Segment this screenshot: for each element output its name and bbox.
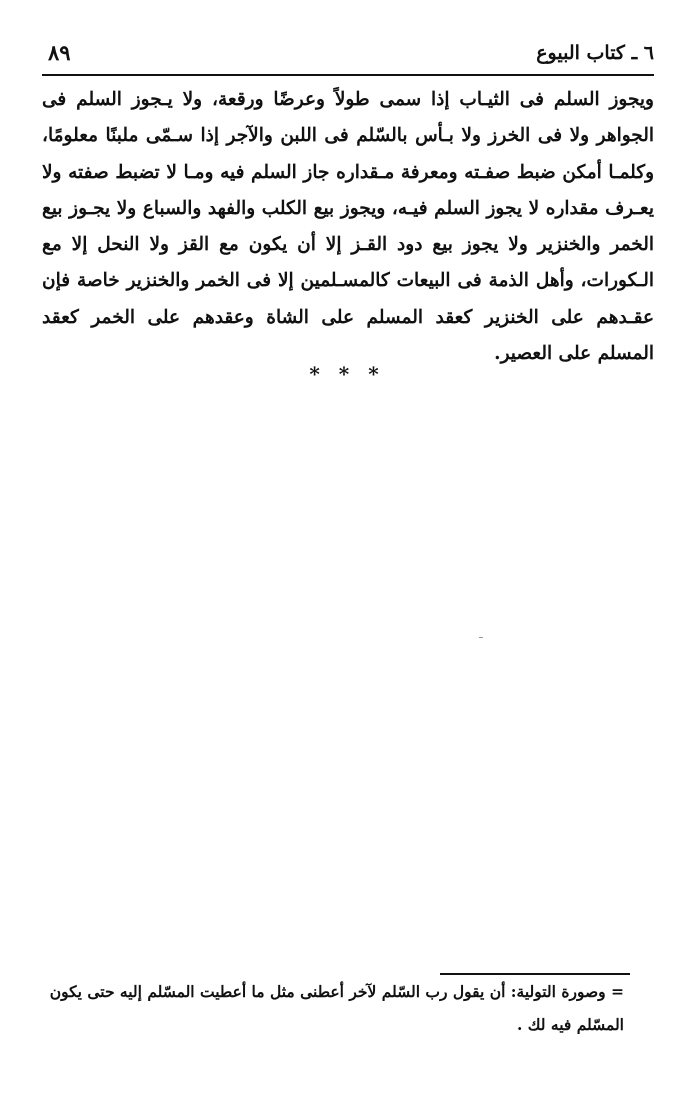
page-number: ٨٩ [48,40,71,65]
page-header [42,38,654,78]
scan-speck [479,637,483,638]
footnote: = وصورة التولية: أن يقول رب السّلم لآخر أعطنى مثل ما أعطيت المسّلم إليه حتى يكون المسّلم فيه لك . [49,982,624,1034]
section-separator: * * * [309,362,385,386]
header-rule [42,74,654,76]
body-paragraph: ويجوز السلم فى الثيـاب إذا سمى طولاً وعرضًا ورقعة، ولا يـجوز السلم فى الجواهر ولا فى الخرز ولا بـأس بالسّلم فى اللبن والآجر إذا سـمّى ملبنًا معلومًا، وكلمـا أمكن ضبط صفـته ومعرفة مـقداره جاز السلم فيه ومـا لا تضبط صفته ولا يعـرف مقداره لا يجوز السلم فيـه، ويجوز بيع الكلب والفهد والسباع ولا يجـوز بيع الخمر والخنزير ولا يجوز بيع دود القـز إلا أن يكون مع القز ولا النحل إلا مع الـكورات، وأهل الذمة فى البيعات كالمسـلمين إلا فى الخمر والخنزير خاصة فإن عقـدهم على الخنزير كعقد المسلم على الشاة وعقدهم على الخمر كعقد المسلم على العصير. [42,89,654,365]
running-title: ٦ ـ كتاب البيوع [536,42,654,64]
